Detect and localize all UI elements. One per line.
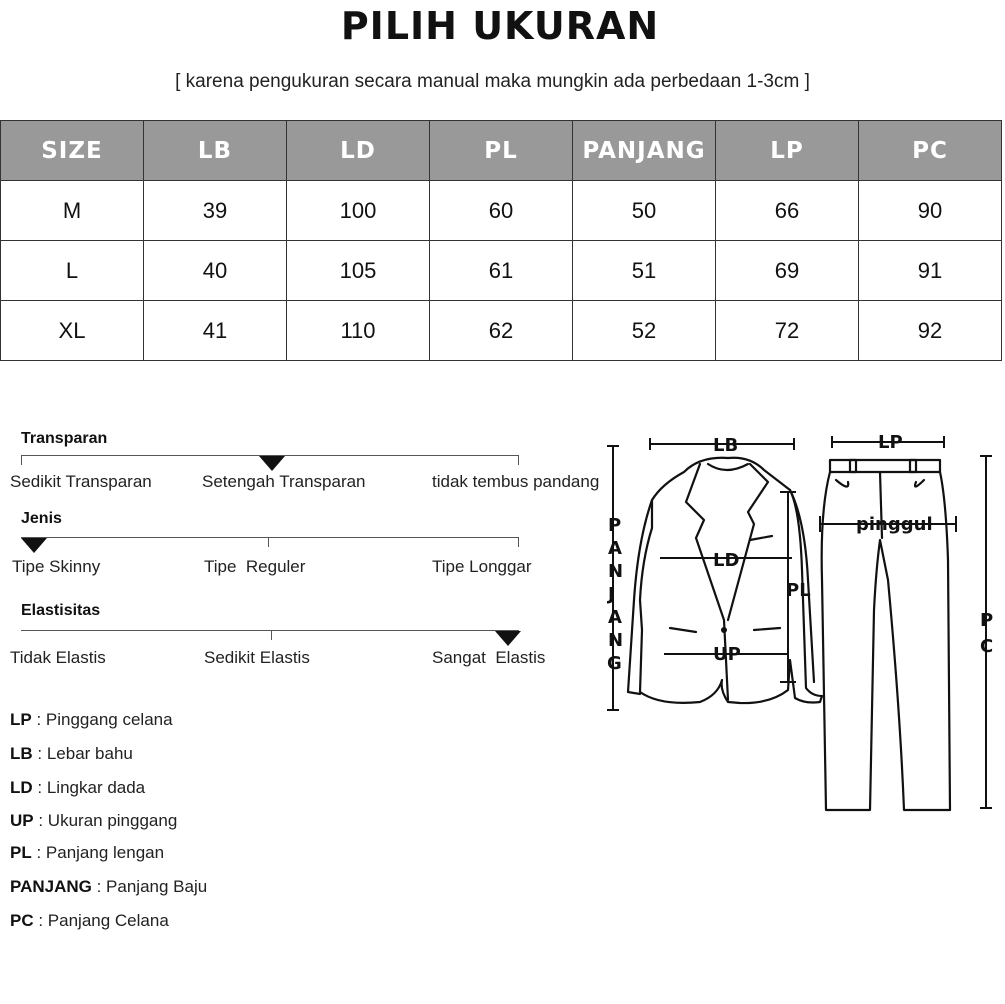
table-cell: 52 [573,301,716,361]
legend-separator: : [31,710,46,729]
table-cell: 61 [430,241,573,301]
table-cell: XL [1,301,144,361]
fit-option: Tipe Reguler [204,557,306,576]
legend-code: PANJANG [10,877,92,896]
measurement-note: [ karena pengukuran secara manual maka mungkin ada perbedaan 1-3cm ] [175,71,810,92]
table-cell: 100 [287,181,430,241]
column-header: LB [144,121,287,181]
jacket-neck [708,464,748,470]
table-cell: 60 [430,181,573,241]
table-header-row [1,121,1002,181]
legend-desc: Panjang Celana [47,911,169,930]
jacket-breast-pocket [750,536,772,540]
size-chart-table [0,120,1002,361]
legend-desc: Ukuran pinggang [47,811,178,830]
pl-label: PL [786,580,811,601]
jacket-button [721,627,727,633]
pc-letter: P [980,610,994,631]
elasticity-scale-line [21,630,519,631]
scale-tick [21,455,22,465]
transparency-scale-title: Transparan [21,430,108,447]
transparency-option: Setengah Transparan [202,472,366,491]
fit-selected-marker [21,538,47,553]
fit-option: Tipe Skinny [12,557,101,576]
legend-item [10,778,145,798]
table-cell: M [1,181,144,241]
pc-letter: C [980,636,994,657]
legend-code: PC [10,911,34,930]
fit-scale-title: Jenis [21,510,62,527]
jacket-left-pocket [670,628,696,632]
legend-item [10,843,164,863]
table-cell: 69 [716,241,859,301]
elasticity-selected-marker [495,631,521,646]
pants-outline [822,460,950,810]
panjang-letter: P [608,515,622,536]
legend-separator: : [91,877,107,896]
elasticity-scale-title: Elastisitas [21,602,101,619]
transparency-option: Sedikit Transparan [10,472,152,491]
scale-tick [271,630,272,640]
garment-measurement-diagram [600,420,1000,820]
table-cell: 72 [716,301,859,361]
table-cell: 41 [144,301,287,361]
legend-separator: : [33,911,48,930]
panjang-letter: A [608,607,622,628]
table-row [1,181,1002,241]
fit-scale-line [21,537,519,538]
table-cell: 90 [859,181,1002,241]
legend-item [10,877,207,897]
table-cell: 66 [716,181,859,241]
column-header: LD [287,121,430,181]
pants-belt-loop [850,460,856,472]
elasticity-option: Sangat Elastis [432,648,546,667]
table-cell: 39 [144,181,287,241]
scale-tick [518,537,519,547]
legend-desc: Pinggang celana [45,710,173,729]
legend-item [10,744,133,764]
column-header: LP [716,121,859,181]
legend-separator: : [32,744,47,763]
table-cell: 92 [859,301,1002,361]
table-row [1,241,1002,301]
scale-tick [268,537,269,547]
transparency-option: tidak tembus pandang [432,472,600,491]
transparency-selected-marker [259,456,285,471]
elasticity-option: Tidak Elastis [10,648,106,667]
legend-item [10,911,169,931]
legend-code: LP [10,710,32,729]
jacket-lapel [728,464,768,620]
fit-option: Tipe Longgar [432,557,532,576]
page-title: PILIH UKURAN [340,4,660,48]
column-header: SIZE [1,121,144,181]
panjang-letter: A [608,538,622,559]
legend-item [10,710,173,730]
legend-code: PL [10,843,32,862]
pinggul-label: pinggul [856,514,933,535]
table-cell: 40 [144,241,287,301]
legend-desc: Lebar bahu [46,744,133,763]
panjang-letter: N [608,630,624,651]
pants-right-pocket [915,480,924,487]
table-cell: 50 [573,181,716,241]
column-header: PC [859,121,1002,181]
ld-label: LD [713,550,740,571]
table-cell: L [1,241,144,301]
table-cell: 91 [859,241,1002,301]
legend-desc: Panjang Baju [106,877,208,896]
legend-separator: : [31,843,46,862]
legend-separator: : [32,778,47,797]
lp-label: LP [878,432,903,453]
table-cell: 62 [430,301,573,361]
legend-separator: : [33,811,48,830]
up-label: UP [713,644,741,665]
column-header: PANJANG [573,121,716,181]
legend-code: UP [10,811,34,830]
legend-desc: Panjang lengan [45,843,165,862]
pants-left-pocket [836,480,848,487]
legend-item [10,811,177,831]
table-cell: 51 [573,241,716,301]
elasticity-option: Sedikit Elastis [204,648,310,667]
scale-tick [518,455,519,465]
table-row [1,301,1002,361]
jacket-right-pocket [754,628,780,630]
column-header: PL [430,121,573,181]
legend-code: LD [10,778,33,797]
lb-label: LB [713,435,739,456]
panjang-letter: J [608,584,615,605]
table-cell: 110 [287,301,430,361]
panjang-letter: N [608,561,624,582]
legend-code: LB [10,744,33,763]
table-cell: 105 [287,241,430,301]
legend-desc: Lingkar dada [46,778,146,797]
panjang-letter: G [607,653,622,674]
pants-belt-loop [910,460,916,472]
